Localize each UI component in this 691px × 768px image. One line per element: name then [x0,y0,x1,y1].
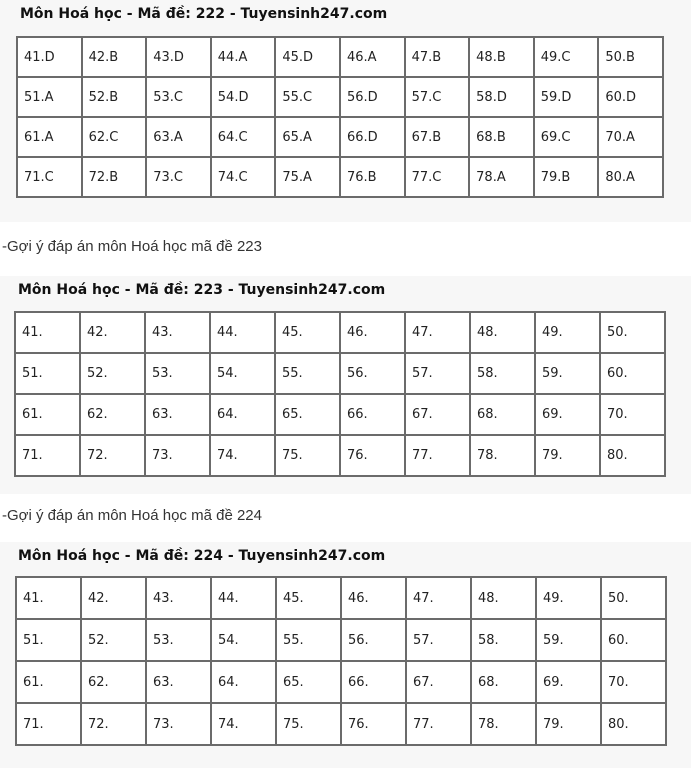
answer-cell: 61.A [17,117,82,157]
answer-cell: 56.D [340,77,405,117]
answer-cell: 55. [276,619,341,661]
table-row [17,77,663,117]
answer-cell: 50. [600,312,665,353]
answer-cell: 70.A [598,117,663,157]
answer-cell: 75. [276,703,341,745]
answer-cell: 41. [15,312,80,353]
answer-cell: 67.B [405,117,470,157]
answer-cell: 54.D [211,77,276,117]
table-row [16,577,666,619]
answer-cell: 69.C [534,117,599,157]
answer-cell: 52. [80,353,145,394]
answer-cell: 51. [15,353,80,394]
answer-cell: 49. [536,577,601,619]
answer-cell: 62.C [82,117,147,157]
answer-cell: 63.A [146,117,211,157]
answer-cell: 57. [406,619,471,661]
answer-cell: 46.A [340,37,405,77]
answer-cell: 74. [211,703,276,745]
answer-cell: 79. [536,703,601,745]
table-row [15,353,665,394]
answer-cell: 78.A [469,157,534,197]
answer-cell: 45. [275,312,340,353]
answer-cell: 64. [211,661,276,703]
answer-cell: 74.C [211,157,276,197]
answer-cell: 65. [275,394,340,435]
answer-cell: 80.A [598,157,663,197]
answer-cell: 50. [601,577,666,619]
answer-cell: 72. [81,703,146,745]
answer-cell: 63. [146,661,211,703]
answer-cell: 75. [275,435,340,476]
answer-cell: 47.B [405,37,470,77]
answer-cell: 71.C [17,157,82,197]
answer-cell: 79.B [534,157,599,197]
answer-cell: 60. [600,353,665,394]
answer-cell: 71. [15,435,80,476]
answer-cell: 42.B [82,37,147,77]
caption-223: -Gợi ý đáp án môn Hoá học mã đề 223 [2,238,262,255]
answer-cell: 44.A [211,37,276,77]
answer-cell: 49. [535,312,600,353]
answer-cell: 80. [601,703,666,745]
section-title-222: Môn Hoá học - Mã đề: 222 - Tuyensinh247.com [20,6,388,22]
answer-cell: 60.D [598,77,663,117]
answer-cell: 70. [601,661,666,703]
answer-cell: 58. [470,353,535,394]
answer-cell: 73. [145,435,210,476]
answer-cell: 71. [16,703,81,745]
answer-cell: 56. [341,619,406,661]
table-row [15,394,665,435]
answer-cell: 47. [406,577,471,619]
answer-cell: 66. [340,394,405,435]
answer-cell: 50.B [598,37,663,77]
answer-cell: 75.A [275,157,340,197]
answer-cell: 69. [536,661,601,703]
answer-cell: 56. [340,353,405,394]
table-row [16,661,666,703]
answer-cell: 62. [81,661,146,703]
table-row [16,619,666,661]
answer-cell: 66.D [340,117,405,157]
caption-224: -Gợi ý đáp án môn Hoá học mã đề 224 [2,507,262,524]
answer-cell: 58. [471,619,536,661]
answer-cell: 73.C [146,157,211,197]
answer-cell: 77. [405,435,470,476]
answer-cell: 73. [146,703,211,745]
answer-cell: 78. [471,703,536,745]
answer-cell: 62. [80,394,145,435]
answer-cell: 68. [470,394,535,435]
answer-cell: 47. [405,312,470,353]
answer-cell: 65.A [275,117,340,157]
answer-cell: 51.A [17,77,82,117]
answer-cell: 46. [341,577,406,619]
answer-cell: 63. [145,394,210,435]
answer-cell: 51. [16,619,81,661]
answer-cell: 80. [600,435,665,476]
answer-table-224 [15,576,667,746]
answer-cell: 76. [341,703,406,745]
answer-cell: 48. [470,312,535,353]
answer-cell: 79. [535,435,600,476]
table-row [16,703,666,745]
table-row [17,37,663,77]
answer-cell: 55.C [275,77,340,117]
answer-cell: 45.D [275,37,340,77]
answer-cell: 53. [145,353,210,394]
table-row [15,312,665,353]
table-row [17,117,663,157]
answer-cell: 77. [406,703,471,745]
answer-cell: 43.D [146,37,211,77]
answer-cell: 53.C [146,77,211,117]
answer-cell: 42. [80,312,145,353]
answer-cell: 76. [340,435,405,476]
answer-table-222 [16,36,664,198]
answer-cell: 52. [81,619,146,661]
answer-cell: 48.B [469,37,534,77]
answer-cell: 60. [601,619,666,661]
answer-cell: 76.B [340,157,405,197]
answer-cell: 55. [275,353,340,394]
answer-cell: 58.D [469,77,534,117]
table-row [17,157,663,197]
answer-cell: 41.D [17,37,82,77]
answer-cell: 57.C [405,77,470,117]
answer-cell: 41. [16,577,81,619]
answer-cell: 44. [210,312,275,353]
answer-cell: 72. [80,435,145,476]
answer-table-223 [14,311,666,477]
answer-cell: 64. [210,394,275,435]
answer-cell: 57. [405,353,470,394]
answer-cell: 67. [405,394,470,435]
answer-cell: 77.C [405,157,470,197]
answer-cell: 43. [146,577,211,619]
section-title-224: Môn Hoá học - Mã đề: 224 - Tuyensinh247.com [18,548,386,564]
answer-cell: 52.B [82,77,147,117]
answer-cell: 54. [210,353,275,394]
answer-cell: 72.B [82,157,147,197]
answer-cell: 49.C [534,37,599,77]
answer-cell: 59.D [534,77,599,117]
answer-cell: 65. [276,661,341,703]
answer-cell: 42. [81,577,146,619]
answer-cell: 78. [470,435,535,476]
answer-cell: 54. [211,619,276,661]
answer-cell: 53. [146,619,211,661]
answer-cell: 46. [340,312,405,353]
answer-cell: 45. [276,577,341,619]
answer-cell: 59. [535,353,600,394]
answer-cell: 70. [600,394,665,435]
answer-cell: 61. [15,394,80,435]
answer-cell: 59. [536,619,601,661]
answer-cell: 64.C [211,117,276,157]
answer-cell: 66. [341,661,406,703]
answer-cell: 68.B [469,117,534,157]
answer-cell: 69. [535,394,600,435]
answer-cell: 44. [211,577,276,619]
section-title-223: Môn Hoá học - Mã đề: 223 - Tuyensinh247.com [18,282,386,298]
answer-cell: 74. [210,435,275,476]
answer-cell: 48. [471,577,536,619]
answer-cell: 67. [406,661,471,703]
answer-cell: 61. [16,661,81,703]
answer-cell: 43. [145,312,210,353]
answer-cell: 68. [471,661,536,703]
table-row [15,435,665,476]
